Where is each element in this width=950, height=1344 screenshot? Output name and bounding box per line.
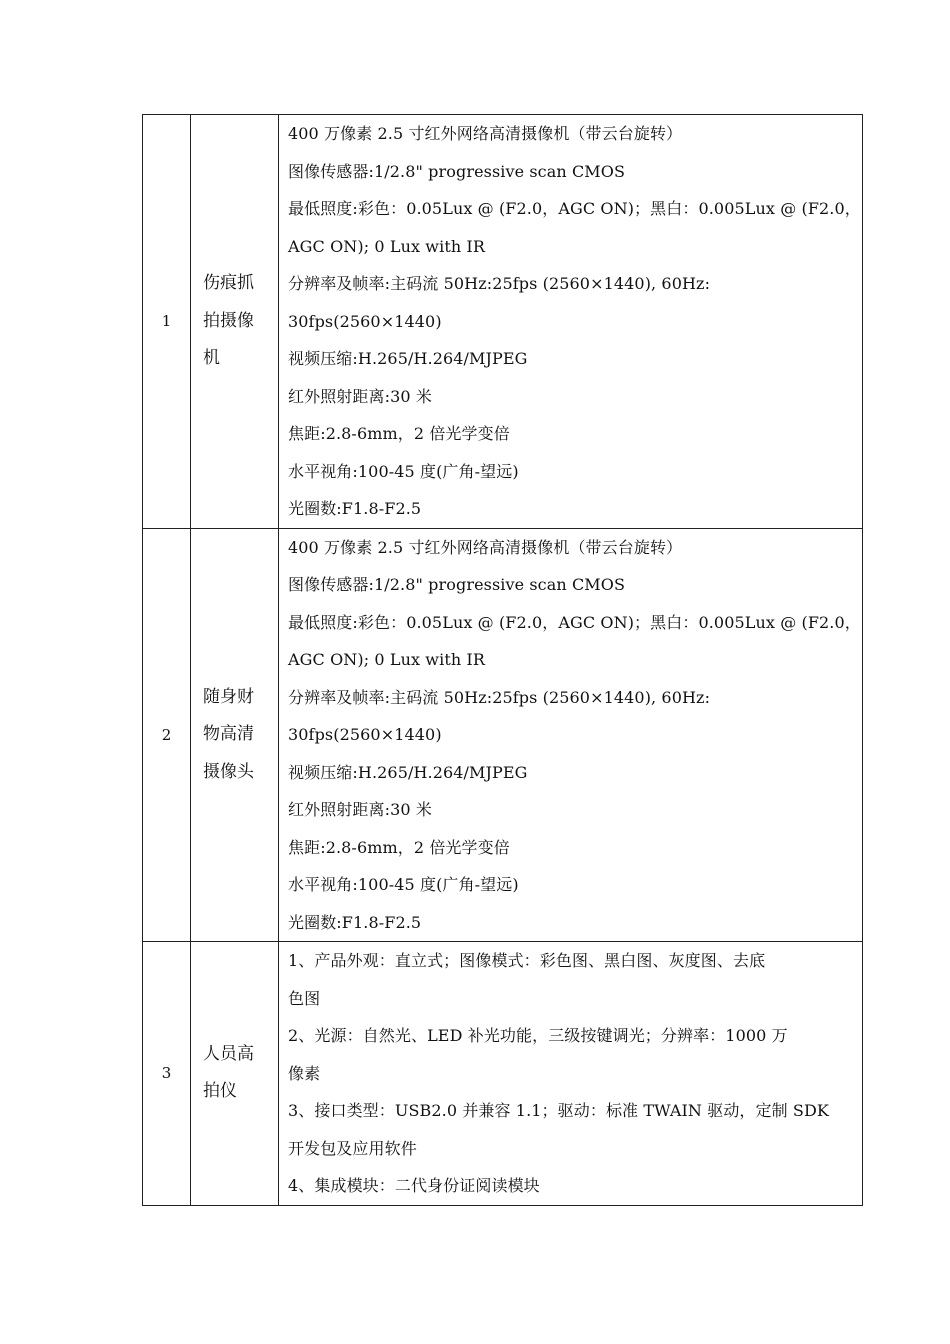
- spec-line: 开发包及应用软件: [288, 1138, 417, 1158]
- spec-line: AGC ON); 0 Lux with IR: [288, 650, 486, 669]
- spec-line: 色图: [288, 988, 321, 1008]
- spec-line: 水平视角:100-45 度(广角-望远): [288, 875, 519, 894]
- equipment-spec-table: [142, 114, 863, 1206]
- spec-line: 图像传感器:1/2.8" progressive scan CMOS: [288, 161, 626, 181]
- spec-line: 400 万像素 2.5 寸红外网络高清摄像机（带云台旋转）: [288, 124, 683, 143]
- spec-line: AGC ON); 0 Lux with IR: [288, 236, 486, 256]
- table-row: [143, 115, 863, 529]
- item-name-line: 随身财: [203, 686, 254, 707]
- spec-line: 30fps(2560×1440): [288, 311, 442, 331]
- table-body: [143, 115, 863, 1206]
- spec-line: 光圈数:F1.8-F2.5: [288, 499, 422, 518]
- item-name-line: 拍仪: [203, 1081, 237, 1102]
- table-row: [143, 528, 863, 942]
- spec-line: 光圈数:F1.8-F2.5: [288, 912, 422, 932]
- spec-line: 最低照度:彩色：0.05Lux @ (F2.0，AGC ON)；黑白：0.005Lux @ (F2.0，: [288, 612, 861, 632]
- item-name-line: 机: [203, 348, 220, 368]
- spec-line: 焦距:2.8-6mm，2 倍光学变倍: [288, 837, 510, 857]
- spec-line: 分辨率及帧率:主码流 50Hz:25fps (2560×1440), 60Hz:: [288, 274, 711, 293]
- item-name: [191, 942, 279, 1206]
- spec-line: 图像传感器:1/2.8" progressive scan CMOS: [288, 575, 626, 594]
- spec-line: 400 万像素 2.5 寸红外网络高清摄像机（带云台旋转）: [288, 537, 683, 557]
- item-name-line: 物高清: [203, 724, 254, 744]
- spec-line: 最低照度:彩色：0.05Lux @ (F2.0，AGC ON)；黑白：0.005Lux @ (F2.0，: [288, 199, 861, 218]
- spec-line: 焦距:2.8-6mm，2 倍光学变倍: [288, 424, 510, 443]
- spec-line: 红外照射距离:30 米: [288, 386, 432, 406]
- table-row: [143, 942, 863, 1206]
- spec-cell: [279, 528, 863, 942]
- item-name: [191, 528, 279, 942]
- item-name-line: 拍摄像: [203, 310, 254, 331]
- spec-cell: [279, 942, 863, 1206]
- spec-line: 像素: [288, 1063, 321, 1083]
- spec-line: 视频压缩:H.265/H.264/MJPEG: [288, 762, 528, 782]
- spec-line: 水平视角:100-45 度(广角-望远): [288, 461, 519, 481]
- row-number: 1: [143, 115, 191, 529]
- row-number: 3: [143, 942, 191, 1206]
- item-name-line: 人员高: [203, 1043, 254, 1064]
- row-number: 2: [143, 528, 191, 942]
- spec-line: 30fps(2560×1440): [288, 725, 442, 744]
- spec-line: 1、产品外观：直立式；图像模式：彩色图、黑白图、灰度图、去底: [288, 951, 766, 970]
- spec-cell: [279, 115, 863, 529]
- spec-line: 3、接口类型：USB2.0 并兼容 1.1；驱动：标准 TWAIN 驱动，定制 SDK: [288, 1101, 829, 1120]
- item-name-line: 伤痕抓: [203, 273, 254, 293]
- item-name: [191, 115, 279, 529]
- spec-line: 分辨率及帧率:主码流 50Hz:25fps (2560×1440), 60Hz:: [288, 687, 711, 707]
- spec-line: 4、集成模块：二代身份证阅读模块: [288, 1176, 540, 1195]
- spec-line: 红外照射距离:30 米: [288, 800, 432, 819]
- spec-line: 视频压缩:H.265/H.264/MJPEG: [288, 349, 528, 368]
- item-name-line: 摄像头: [203, 761, 254, 782]
- spec-line: 2、光源：自然光、LED 补光功能，三级按键调光；分辨率：1000 万: [288, 1026, 788, 1045]
